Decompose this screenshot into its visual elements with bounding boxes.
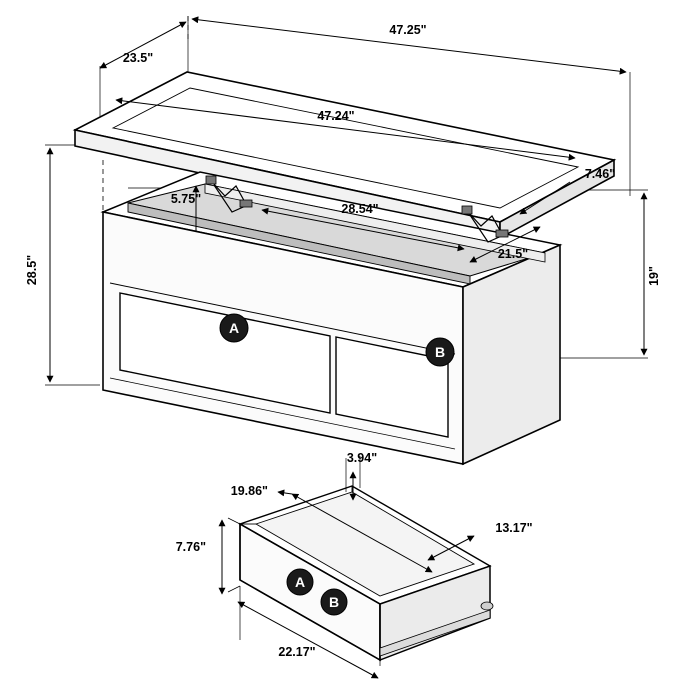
dim-depth-top: 23.5" — [122, 51, 154, 65]
dim-lift-rise: 5.75" — [170, 192, 202, 206]
dim-width-top-overall: 47.25" — [389, 23, 427, 37]
dim-top-thickness-angle: 7.46" — [584, 167, 616, 181]
dim-interior-depth: 21.5" — [497, 247, 529, 261]
callout-b-drawer — [321, 589, 347, 615]
dim-drawer-inner-width: 19.86" — [230, 484, 268, 498]
callout-b — [426, 338, 454, 366]
callout-b-drawer-letter: B — [328, 594, 340, 610]
callout-a-letter: A — [228, 320, 240, 336]
drawer-box — [240, 486, 493, 660]
main-table-view — [25, 16, 661, 464]
dim-drawer-inner-height: 3.94" — [346, 451, 378, 465]
callout-a — [220, 314, 248, 342]
dim-drawer-inner-depth: 13.17" — [495, 521, 533, 535]
dim-total-height: 28.5" — [25, 254, 39, 286]
dim-interior-width: 28.54" — [341, 202, 379, 216]
dim-drawer-front-height: 7.76" — [175, 540, 206, 554]
dim-body-height: 19" — [647, 266, 661, 286]
callout-a-drawer-letter: A — [294, 574, 306, 590]
dim-width-lift-top: 47.24" — [317, 109, 355, 123]
callout-b-letter: B — [434, 344, 446, 360]
drawer-detail-view — [176, 451, 533, 678]
callout-a-drawer — [287, 569, 313, 595]
dim-drawer-front-width: 22.17" — [278, 645, 316, 659]
